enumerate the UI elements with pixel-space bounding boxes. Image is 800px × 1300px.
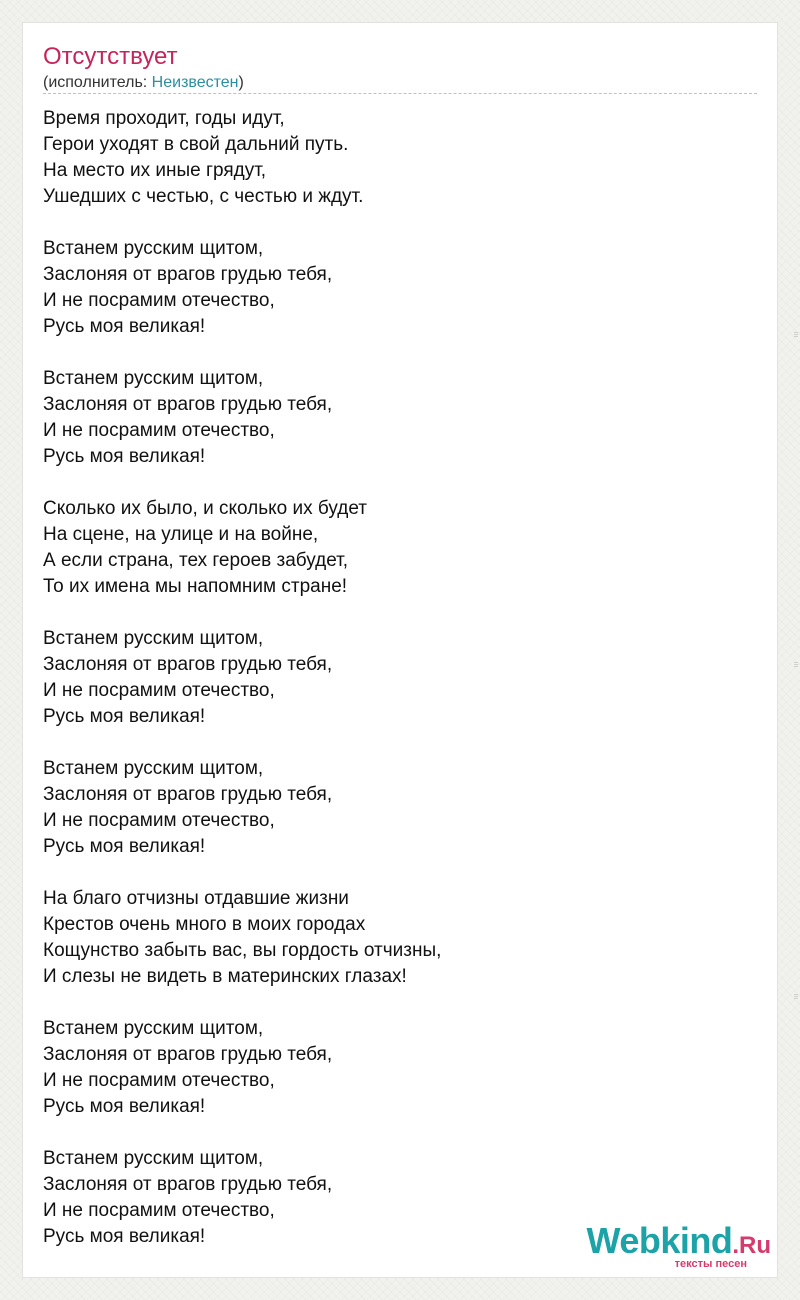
lyrics-body	[43, 106, 743, 1276]
lyric-line: То их имена мы напомним стране!	[43, 576, 348, 597]
logo-tagline: тексты песен	[674, 1258, 747, 1270]
lyric-line: Сколько их было, и сколько их будет	[43, 498, 367, 519]
lyric-line: И не посрамим отечество,	[43, 680, 275, 701]
lyric-line: И не посрамим отечество,	[43, 1200, 275, 1221]
artist-suffix: )	[238, 74, 244, 91]
lyric-line: И не посрамим отечество,	[43, 1070, 275, 1091]
lyrics-stanza	[43, 496, 743, 600]
scroll-grip-icon	[793, 330, 799, 340]
lyric-line: Русь моя великая!	[43, 316, 206, 337]
lyrics-stanza	[43, 886, 743, 990]
lyric-line: Крестов очень много в моих городах	[43, 914, 366, 935]
lyric-line: Встанем русским щитом,	[43, 758, 264, 779]
lyric-line: И не посрамим отечество,	[43, 290, 275, 311]
lyric-line: Заслоняя от врагов грудью тебя,	[43, 1174, 333, 1195]
lyrics-stanza	[43, 626, 743, 730]
lyrics-card	[22, 22, 778, 1278]
lyric-line: Кощунство забыть вас, вы гордость отчизны,	[43, 940, 442, 961]
lyric-line: Русь моя великая!	[43, 446, 206, 467]
lyric-line: Встанем русским щитом,	[43, 238, 264, 259]
artist-prefix: (исполнитель:	[43, 74, 152, 91]
lyric-line: Герои уходят в свой дальний путь.	[43, 134, 349, 155]
lyric-line: Встанем русским щитом,	[43, 368, 264, 389]
lyric-line: На место их иные грядут,	[43, 160, 267, 181]
lyric-line: Ушедших с честью, с честью и ждут.	[43, 186, 364, 207]
lyric-line: На сцене, на улице и на войне,	[43, 524, 319, 545]
lyrics-stanza	[43, 756, 743, 860]
lyric-line: Встанем русским щитом,	[43, 1148, 264, 1169]
lyric-line: Заслоняя от врагов грудью тебя,	[43, 394, 333, 415]
site-logo[interactable]	[576, 1222, 771, 1270]
artist-line	[43, 73, 244, 93]
song-title: Отсутствует	[43, 43, 178, 70]
lyric-line: Встанем русским щитом,	[43, 628, 264, 649]
lyric-line: Русь моя великая!	[43, 836, 206, 857]
lyrics-stanza	[43, 236, 743, 340]
logo-webkind: Webkind	[586, 1220, 733, 1261]
lyric-line: Время проходит, годы идут,	[43, 108, 285, 129]
lyric-line: Заслоняя от врагов грудью тебя,	[43, 654, 333, 675]
lyric-line: Встанем русским щитом,	[43, 1018, 264, 1039]
lyric-line: Русь моя великая!	[43, 706, 206, 727]
lyric-line: И не посрамим отечество,	[43, 810, 275, 831]
lyrics-stanza	[43, 106, 743, 210]
lyrics-stanza	[43, 1016, 743, 1120]
scroll-grip-icon	[793, 992, 799, 1002]
lyric-line: Заслоняя от врагов грудью тебя,	[43, 264, 333, 285]
lyric-line: На благо отчизны отдавшие жизни	[43, 888, 349, 909]
logo-tld: .Ru	[732, 1232, 771, 1259]
lyrics-stanza	[43, 366, 743, 470]
lyric-line: Русь моя великая!	[43, 1096, 206, 1117]
lyric-line: А если страна, тех героев забудет,	[43, 550, 349, 571]
title-divider	[43, 93, 757, 94]
lyric-line: Русь моя великая!	[43, 1226, 206, 1247]
lyric-line: Заслоняя от врагов грудью тебя,	[43, 784, 333, 805]
lyric-line: И не посрамим отечество,	[43, 420, 275, 441]
scroll-grip-icon	[793, 660, 799, 670]
lyric-line: И слезы не видеть в материнских глазах!	[43, 966, 407, 987]
artist-link[interactable]: Неизвестен	[151, 74, 239, 91]
lyric-line: Заслоняя от врагов грудью тебя,	[43, 1044, 333, 1065]
